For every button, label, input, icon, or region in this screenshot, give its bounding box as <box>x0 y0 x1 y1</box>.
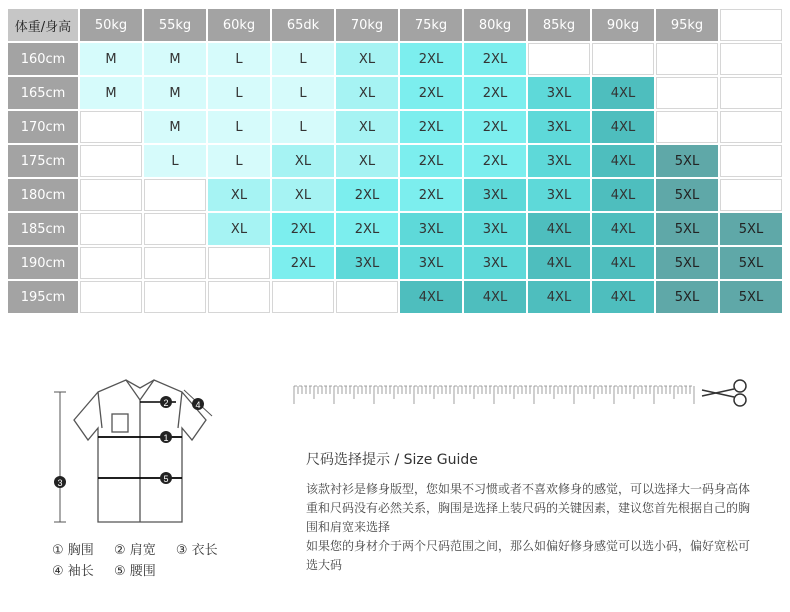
size-cell: 5XL <box>656 145 718 177</box>
weight-header: 90kg <box>592 9 654 41</box>
size-cell: 3XL <box>400 247 462 279</box>
size-cell: 4XL <box>592 281 654 313</box>
size-guide-title: 尺码选择提示 / Size Guide <box>306 452 478 468</box>
size-cell-empty <box>720 77 782 109</box>
size-cell: 5XL <box>720 281 782 313</box>
legend-waist: ⑤ 腰围 <box>113 564 156 579</box>
size-cell: XL <box>336 111 398 143</box>
weight-header: 60kg <box>208 9 270 41</box>
size-cell: 4XL <box>592 213 654 245</box>
size-row <box>8 281 782 313</box>
size-cell: XL <box>272 145 334 177</box>
size-cell: M <box>80 43 142 75</box>
size-row <box>8 179 782 211</box>
size-cell-empty <box>144 213 206 245</box>
corner-header: 体重/身高 <box>8 9 78 41</box>
size-row <box>8 145 782 177</box>
svg-text:2: 2 <box>163 398 169 408</box>
weight-header-empty <box>720 9 782 41</box>
size-cell: 2XL <box>400 179 462 211</box>
size-cell: 3XL <box>528 145 590 177</box>
size-cell: L <box>272 111 334 143</box>
size-cell: 5XL <box>720 247 782 279</box>
size-cell: L <box>208 111 270 143</box>
svg-text:3: 3 <box>57 478 63 488</box>
size-cell: M <box>144 111 206 143</box>
size-cell: 2XL <box>464 145 526 177</box>
weight-header: 50kg <box>80 9 142 41</box>
size-cell-empty <box>144 281 206 313</box>
size-cell: 2XL <box>336 213 398 245</box>
size-cell: XL <box>208 179 270 211</box>
size-cell-empty <box>80 179 142 211</box>
weight-header: 85kg <box>528 9 590 41</box>
size-cell-empty <box>720 111 782 143</box>
height-header: 175cm <box>8 145 78 177</box>
size-cell: L <box>272 43 334 75</box>
size-cell-empty <box>80 213 142 245</box>
size-cell: XL <box>208 213 270 245</box>
size-row <box>8 111 782 143</box>
size-cell: 2XL <box>400 43 462 75</box>
size-cell: 5XL <box>720 213 782 245</box>
size-cell-empty <box>272 281 334 313</box>
size-row <box>8 247 782 279</box>
svg-text:1: 1 <box>163 433 169 443</box>
size-cell-empty <box>80 145 142 177</box>
height-header: 160cm <box>8 43 78 75</box>
marker-1-icon <box>160 431 172 443</box>
size-cell: 2XL <box>336 179 398 211</box>
size-cell-empty <box>656 77 718 109</box>
size-cell: 3XL <box>528 179 590 211</box>
weight-header: 70kg <box>336 9 398 41</box>
size-row <box>8 77 782 109</box>
size-cell-empty <box>656 111 718 143</box>
size-cell: XL <box>272 179 334 211</box>
size-cell-empty <box>528 43 590 75</box>
size-cell: 5XL <box>656 179 718 211</box>
size-cell-empty <box>720 145 782 177</box>
weight-header-row <box>8 9 782 41</box>
size-cell: 4XL <box>528 281 590 313</box>
size-row <box>8 43 782 75</box>
size-cell: L <box>144 145 206 177</box>
size-cell-empty <box>656 43 718 75</box>
size-guide-text <box>306 480 756 575</box>
legend-chest: ① 胸围 <box>52 543 94 558</box>
size-cell: 3XL <box>528 111 590 143</box>
measurement-legend <box>52 540 234 582</box>
size-cell: 4XL <box>592 179 654 211</box>
size-cell: 3XL <box>464 247 526 279</box>
weight-header: 55kg <box>144 9 206 41</box>
ruler-ticks <box>294 386 694 404</box>
size-cell: XL <box>336 145 398 177</box>
svg-text:5: 5 <box>163 474 169 484</box>
legend-shoulder: ② 肩宽 <box>113 543 156 558</box>
size-cell: 4XL <box>528 213 590 245</box>
size-cell: 4XL <box>592 145 654 177</box>
size-cell: 2XL <box>272 247 334 279</box>
size-cell: 2XL <box>400 77 462 109</box>
size-cell: L <box>272 77 334 109</box>
size-cell-empty <box>720 43 782 75</box>
marker-5-icon <box>160 472 172 484</box>
size-cell: 4XL <box>400 281 462 313</box>
height-header: 190cm <box>8 247 78 279</box>
height-header: 195cm <box>8 281 78 313</box>
size-cell: 3XL <box>336 247 398 279</box>
guide-paragraph: 如果您的身材介于两个尺码范围之间，那么如偏好修身感觉可以选小码，偏好宽松可选大码 <box>306 539 751 572</box>
size-cell: 3XL <box>464 179 526 211</box>
size-cell: 5XL <box>656 213 718 245</box>
weight-header: 80kg <box>464 9 526 41</box>
size-cell: 3XL <box>400 213 462 245</box>
size-cell: L <box>208 77 270 109</box>
guide-paragraph: 该款衬衫是修身版型，您如果不习惯或者不喜欢修身的感觉，可以选择大一码身高体重和尺码没有必然关系，胸围是选择上装尺码的关键因素，建议您首先根据自己的胸围和肩宽来选择 <box>306 482 751 534</box>
size-cell: M <box>144 43 206 75</box>
size-cell: 2XL <box>464 111 526 143</box>
weight-header: 65dk <box>272 9 334 41</box>
scissors-icon <box>702 380 746 406</box>
legend-sleeve: ④ 袖长 <box>52 564 94 579</box>
size-cell: M <box>144 77 206 109</box>
size-cell-empty <box>80 281 142 313</box>
weight-header: 75kg <box>400 9 462 41</box>
size-cell: XL <box>336 43 398 75</box>
legend-row <box>52 540 234 561</box>
legend-length: ③ 衣长 <box>175 543 218 558</box>
size-cell-empty <box>336 281 398 313</box>
size-cell: 3XL <box>464 213 526 245</box>
height-header: 180cm <box>8 179 78 211</box>
size-cell: XL <box>336 77 398 109</box>
marker-3-icon <box>54 476 66 488</box>
size-cell-empty <box>80 247 142 279</box>
size-cell: M <box>80 77 142 109</box>
size-cell: 3XL <box>528 77 590 109</box>
size-chart-table <box>6 7 784 315</box>
size-cell-empty <box>208 281 270 313</box>
height-header: 170cm <box>8 111 78 143</box>
size-cell: 2XL <box>464 43 526 75</box>
size-cell: L <box>208 43 270 75</box>
height-header: 185cm <box>8 213 78 245</box>
svg-text:4: 4 <box>195 400 201 410</box>
size-cell: 4XL <box>592 247 654 279</box>
size-cell: 4XL <box>592 111 654 143</box>
size-cell-empty <box>720 179 782 211</box>
size-cell-empty <box>208 247 270 279</box>
size-cell: 5XL <box>656 281 718 313</box>
size-cell-empty <box>144 247 206 279</box>
size-cell: 2XL <box>400 145 462 177</box>
marker-4-icon <box>192 398 204 410</box>
size-cell-empty <box>592 43 654 75</box>
size-cell: 2XL <box>272 213 334 245</box>
size-cell: 4XL <box>528 247 590 279</box>
size-cell: L <box>208 145 270 177</box>
weight-header: 95kg <box>656 9 718 41</box>
size-cell: 2XL <box>464 77 526 109</box>
size-cell: 4XL <box>592 77 654 109</box>
legend-row <box>52 561 234 582</box>
height-header: 165cm <box>8 77 78 109</box>
shirt-diagram <box>40 370 240 540</box>
size-row <box>8 213 782 245</box>
size-cell: 4XL <box>464 281 526 313</box>
size-cell-empty <box>144 179 206 211</box>
marker-2-icon <box>160 396 172 408</box>
ruler-decoration <box>292 376 752 416</box>
size-cell: 2XL <box>400 111 462 143</box>
size-cell-empty <box>80 111 142 143</box>
size-cell: 5XL <box>656 247 718 279</box>
